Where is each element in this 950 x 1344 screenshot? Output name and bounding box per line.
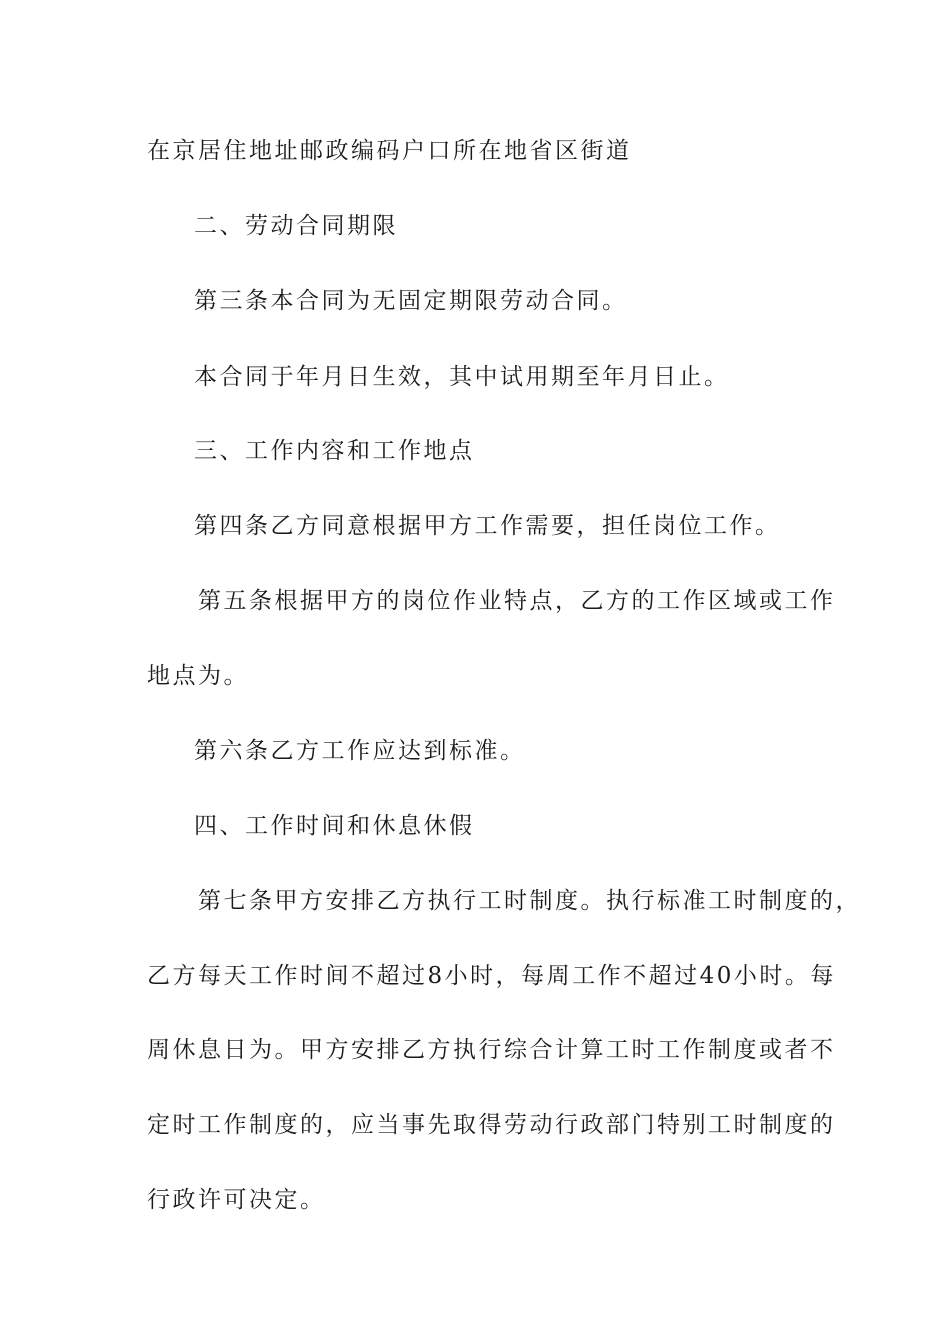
- article-7-text-line-3: 周休息日为。甲方安排乙方执行综合计算工时工作制度或者不: [147, 1037, 836, 1063]
- article-7-text-line-1: 第七条甲方安排乙方执行工时制度。执行标准工时制度的，: [198, 888, 861, 914]
- article-4-text: 第四条乙方同意根据甲方工作需要，担任岗位工作。: [194, 513, 781, 539]
- article-7-text-line-5: 行政许可决定。: [147, 1187, 326, 1213]
- text-line-residence-address: 在京居住地址邮政编码户口所在地省区街道: [147, 138, 632, 164]
- section-heading-work-content: 三、工作内容和工作地点: [194, 438, 475, 464]
- article-7-text-line-2: 乙方每天工作时间不超过8小时，每周工作不超过40小时。每: [147, 963, 836, 989]
- section-heading-working-hours: 四、工作时间和休息休假: [194, 813, 475, 839]
- article-7-text-line-4: 定时工作制度的，应当事先取得劳动行政部门特别工时制度的: [147, 1112, 836, 1138]
- section-heading-contract-term: 二、劳动合同期限: [194, 213, 398, 239]
- article-5-text-line-1: 第五条根据甲方的岗位作业特点，乙方的工作区域或工作: [198, 588, 836, 614]
- article-3-text: 第三条本合同为无固定期限劳动合同。: [194, 288, 628, 314]
- article-6-text: 第六条乙方工作应达到标准。: [194, 738, 526, 764]
- article-5-text-line-2: 地点为。: [147, 663, 249, 689]
- effective-date-text: 本合同于年月日生效，其中试用期至年月日止。: [194, 364, 730, 390]
